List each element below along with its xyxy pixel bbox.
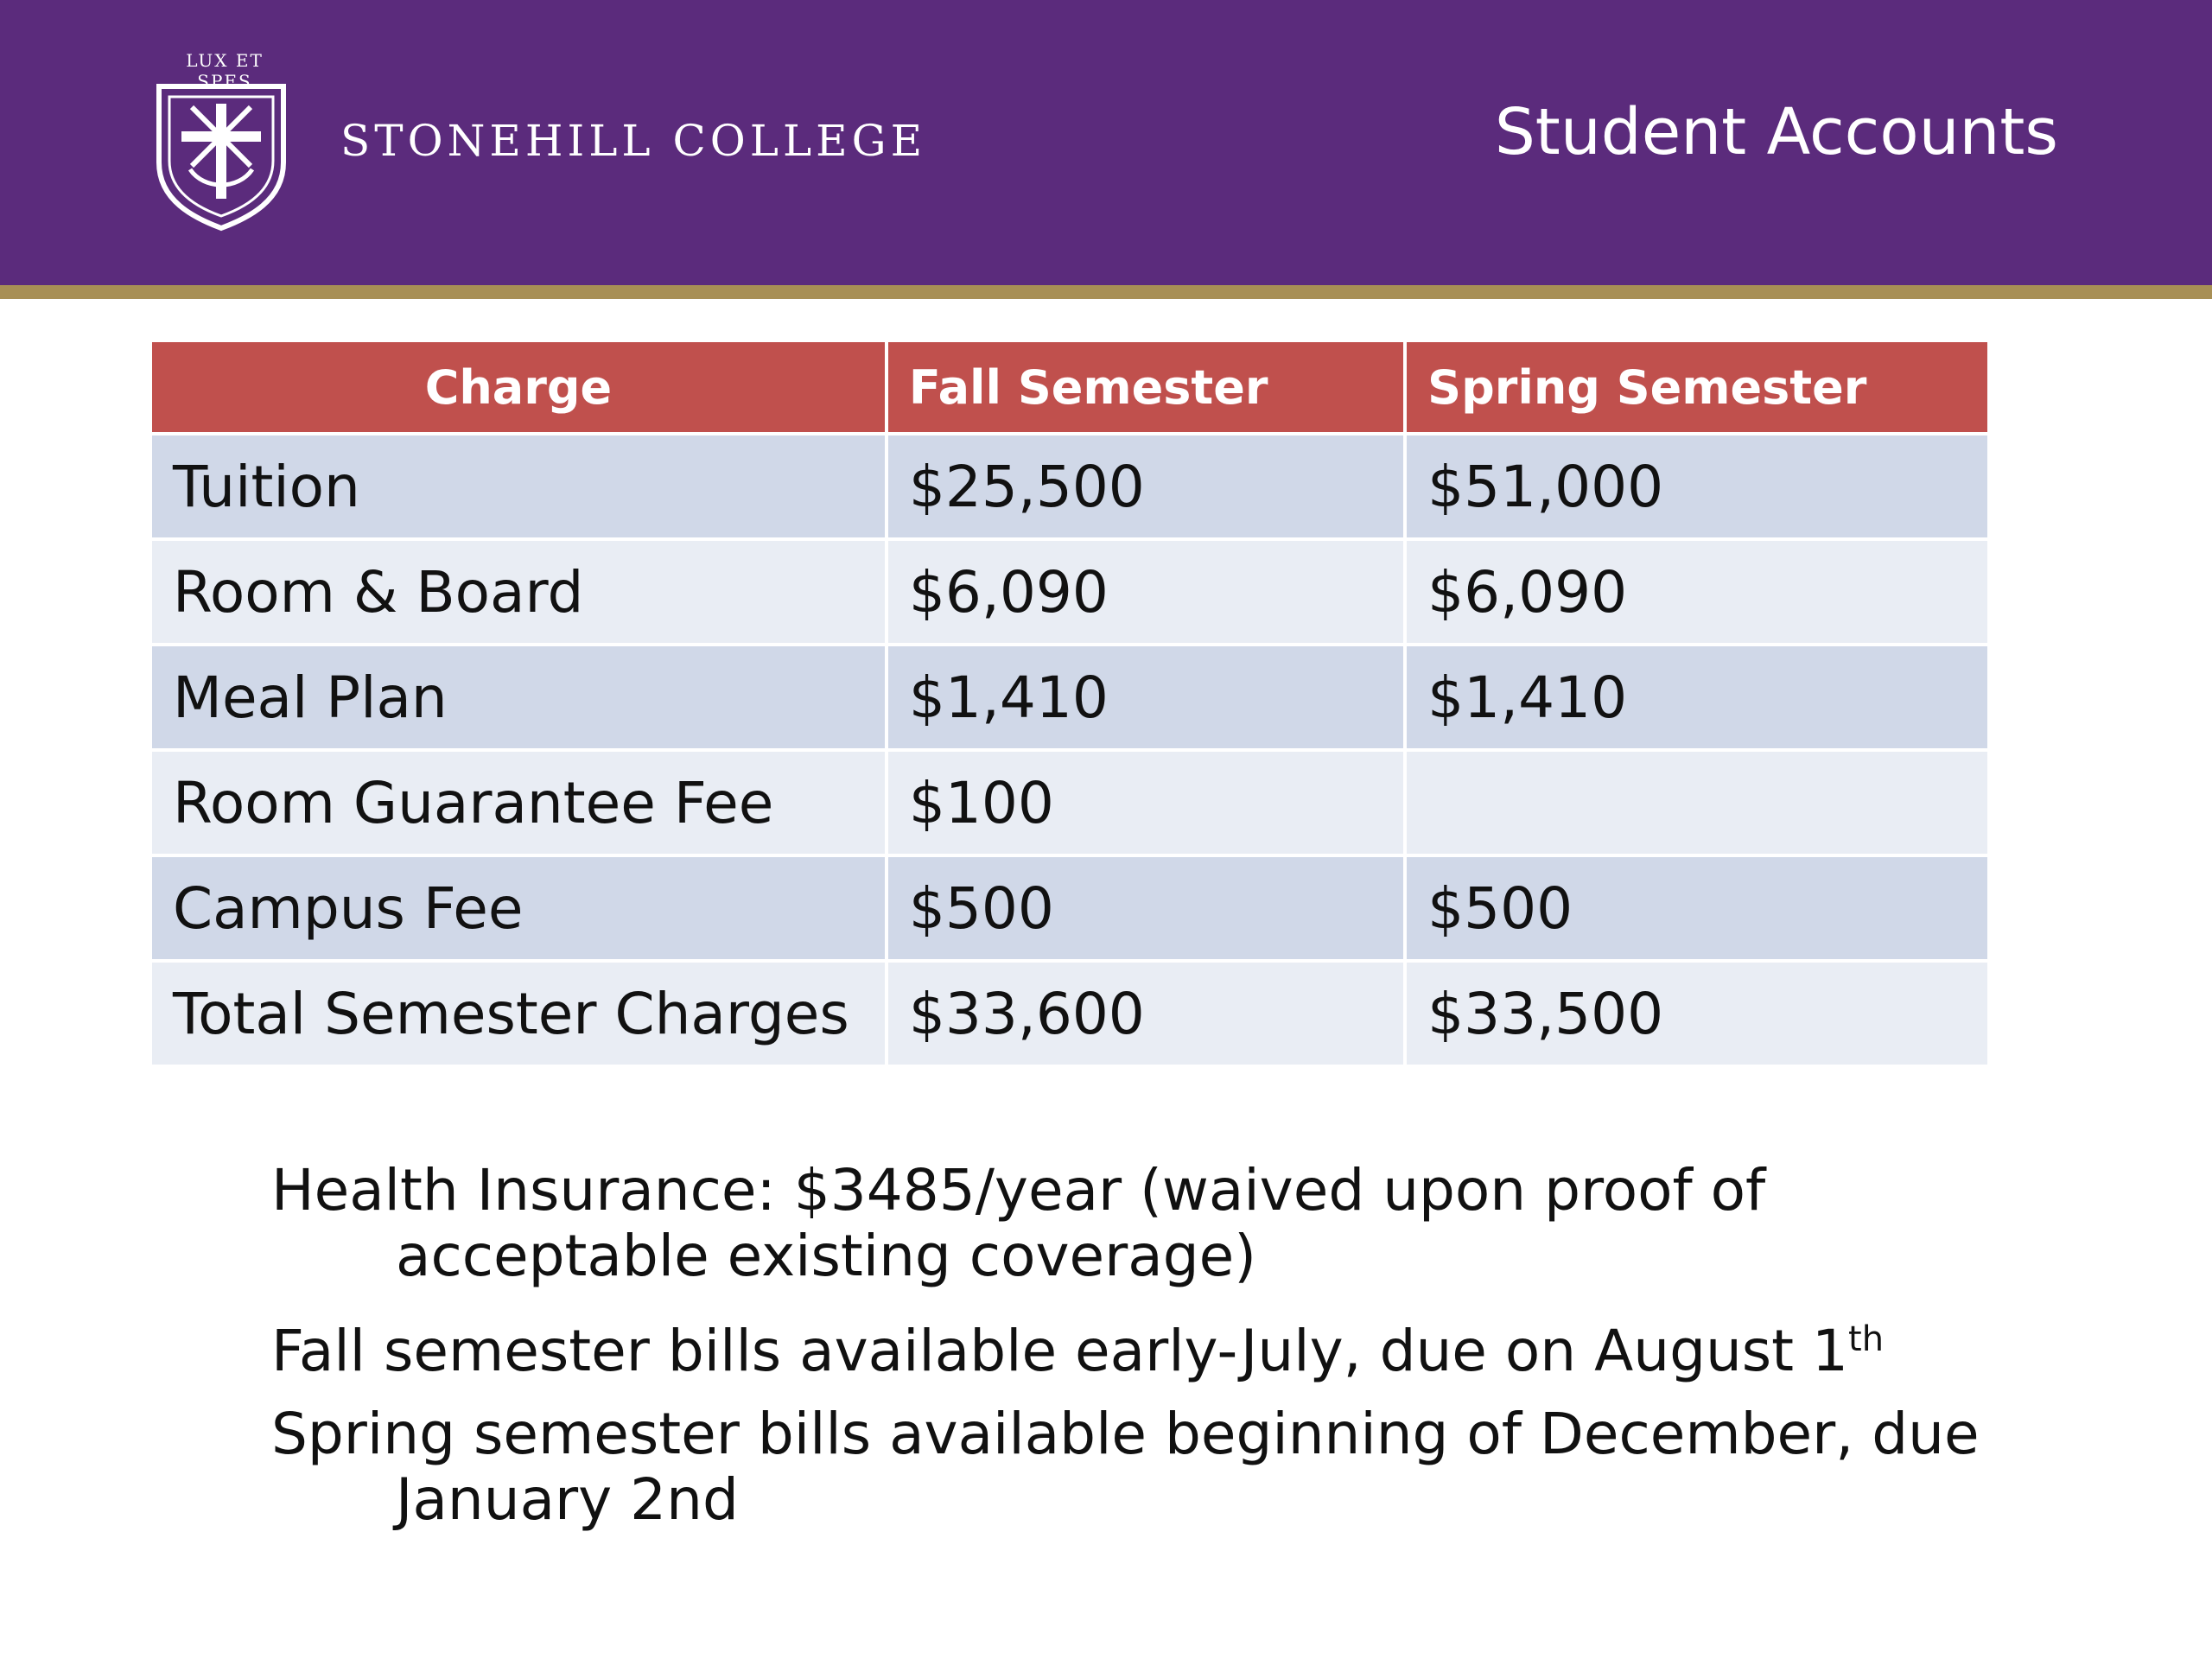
gold-divider xyxy=(0,285,2212,299)
fall-cell: $6,090 xyxy=(887,539,1405,645)
column-header-fall: Fall Semester xyxy=(887,340,1405,434)
table-row xyxy=(150,750,1989,855)
table-header-row xyxy=(150,340,1989,434)
fall-cell: $500 xyxy=(887,855,1405,961)
charges-table xyxy=(149,339,1991,1068)
table-row xyxy=(150,434,1989,539)
note-health-insurance xyxy=(271,1158,2086,1289)
spring-cell: $33,500 xyxy=(1405,961,1989,1066)
note-text: Spring semester bills available beginning of December, due xyxy=(271,1401,1980,1467)
superscript: th xyxy=(1848,1319,1885,1359)
note-text: Health Insurance: $3485/year (waived upon proof of xyxy=(271,1157,1766,1224)
charge-cell: Tuition xyxy=(150,434,887,539)
fall-cell: $25,500 xyxy=(887,434,1405,539)
table-row xyxy=(150,961,1989,1066)
fall-cell: $100 xyxy=(887,750,1405,855)
fall-cell: $33,600 xyxy=(887,961,1405,1066)
column-header-charge: Charge xyxy=(150,340,887,434)
spring-cell: $51,000 xyxy=(1405,434,1989,539)
table-row xyxy=(150,539,1989,645)
note-text: January 2nd xyxy=(396,1466,739,1533)
column-header-spring: Spring Semester xyxy=(1405,340,1989,434)
table-row xyxy=(150,645,1989,750)
college-name: STONEHILL COLLEGE xyxy=(340,116,927,166)
note-fall-bills xyxy=(271,1306,2086,1384)
note-text: Fall semester bills available early-July, due on August 1 xyxy=(271,1318,1849,1384)
charge-cell: Campus Fee xyxy=(150,855,887,961)
table-row xyxy=(150,855,1989,961)
spring-cell: $6,090 xyxy=(1405,539,1989,645)
fall-cell: $1,410 xyxy=(887,645,1405,750)
note-text: acceptable existing coverage) xyxy=(396,1223,1256,1289)
charge-cell: Total Semester Charges xyxy=(150,961,887,1066)
spring-cell: $500 xyxy=(1405,855,1989,961)
spring-cell xyxy=(1405,750,1989,855)
page-title: Student Accounts xyxy=(1494,95,2058,169)
charge-cell: Room & Board xyxy=(150,539,887,645)
charge-cell: Meal Plan xyxy=(150,645,887,750)
spring-cell: $1,410 xyxy=(1405,645,1989,750)
notes-list xyxy=(271,1158,2086,1550)
college-motto: LUX ET SPES xyxy=(186,50,264,92)
charge-cell: Room Guarantee Fee xyxy=(150,750,887,855)
shield-cross-icon xyxy=(152,79,290,232)
note-spring-bills xyxy=(271,1402,2086,1533)
